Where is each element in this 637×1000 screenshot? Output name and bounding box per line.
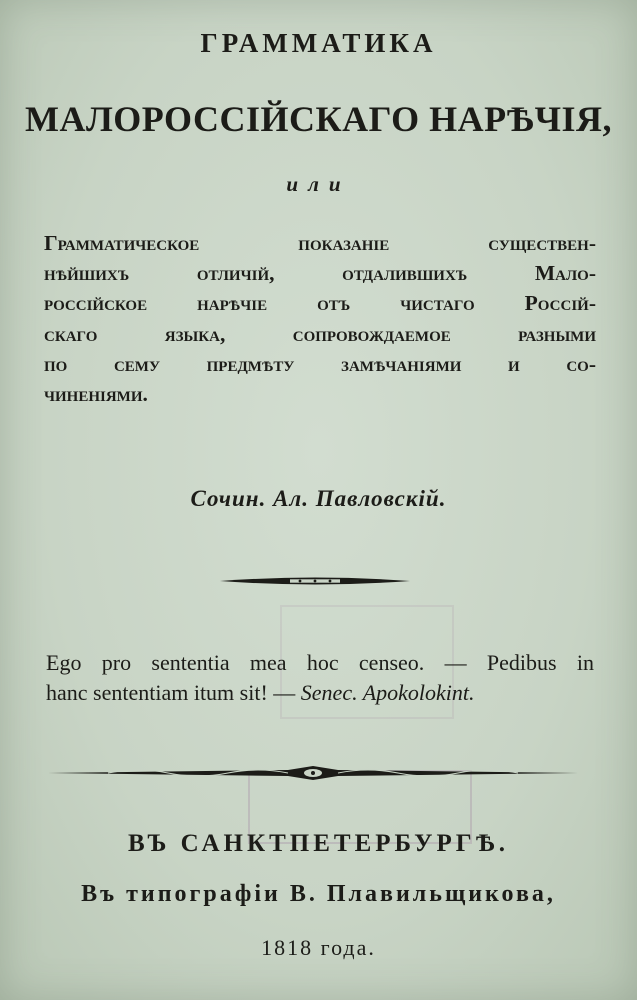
imprint-printer: Въ типографіи В. Плавильщикова, — [81, 881, 556, 907]
epigraph-text: hanc sententiam itum sit! — — [46, 680, 296, 705]
epigraph-line-1: Ego pro sententia mea hoc censeo. — Pedibus in — [46, 650, 594, 675]
subtitle-description — [44, 228, 596, 409]
ornamental-rule-large — [48, 763, 578, 783]
author-line: Сочин. Ал. Павловскій. — [190, 486, 447, 511]
epigraph — [46, 648, 594, 708]
epigraph-source: Senec. Apokolokint. — [300, 680, 475, 705]
imprint-year: 1818 года. — [261, 935, 376, 960]
ornamental-rule-small — [220, 574, 410, 588]
imprint-city: ВЪ САНКТПЕТЕРБУРГѢ. — [127, 830, 510, 857]
description-line: нѣйшихъ отличій, отдалившихъ Мало- — [44, 261, 596, 286]
book-title-line-2: МАЛОРОССІЙСКАГО НАРѢЧІЯ, — [24, 99, 613, 139]
book-title-line-1: ГРАММАТИКА — [200, 28, 437, 58]
description-line: россійское нарѣчіе отъ чистаго Россій- — [44, 291, 596, 316]
description-line: скаго языка, сопровождаемое разными — [44, 321, 596, 346]
epigraph-line-2 — [46, 678, 594, 708]
title-connector: или — [286, 172, 351, 196]
description-line: по сему предмѣту замѣчаніями и со- — [44, 351, 596, 376]
description-line: Грамматическое показаніе существен- — [44, 231, 596, 255]
description-line: чиненіями. — [44, 382, 148, 407]
